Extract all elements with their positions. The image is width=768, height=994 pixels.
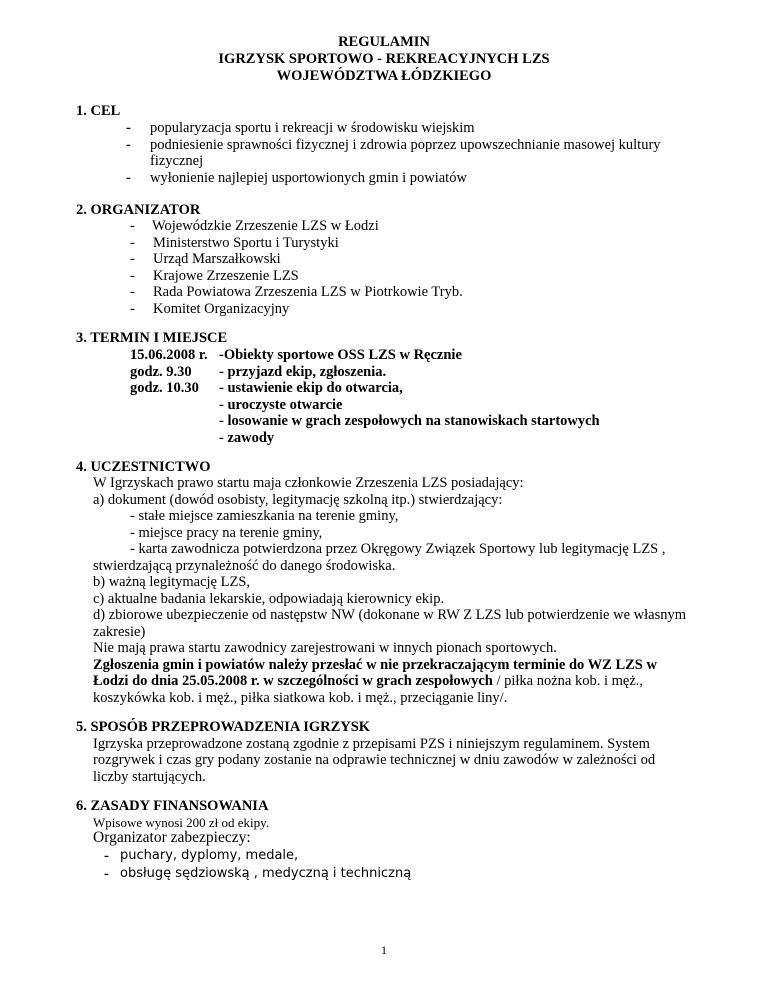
bullet-dash: - [104, 848, 109, 864]
entry-fee: Wpisowe wynosi 200 zł od ekipy. [93, 815, 270, 830]
cel-item-3: wyłonienie najlepiej usportowionych gmin i powiatów [150, 170, 467, 186]
organizer-item-6: Komitet Organizacyjny [153, 301, 290, 317]
schedule-item-4: - uroczyste otwarcie [219, 397, 343, 413]
participation-line-7: b) ważną legitymację LZS, [93, 574, 251, 590]
section-1-heading: 1. CEL [76, 103, 121, 119]
cel-item-2-cont: fizycznej [150, 153, 204, 169]
title-line-1: REGULAMIN [338, 34, 430, 50]
schedule-item-5: - losowanie w grach zespołowych na stanowiskach startowych [219, 413, 600, 429]
participation-line-11: Nie mają prawa startu zawodnicy zarejestrowani w innych pionach sportowych. [93, 640, 557, 656]
registration-deadline-bold: Łodzi do dnia 25.05.2008 r. w szczególności w grach zespołowych [93, 673, 493, 689]
time-label-1: godz. 9.30 [130, 364, 192, 380]
participation-line-2: a) dokument (dowód osobisty, legitymację szkolną itp.) stwierdzający: [93, 492, 503, 508]
participation-line-5: - karta zawodnicza potwierdzona przez Okręgowy Związek Sportowy lub legitymację LZS , [130, 541, 666, 557]
organizer-item-4: Krajowe Zrzeszenie LZS [153, 268, 299, 284]
section-6-heading: 6. ZASADY FINANSOWANIA [76, 798, 269, 814]
registration-disciplines-cont: koszykówka kob. i męż., piłka siatkowa kob. i męż., przeciąganie liny/. [93, 690, 508, 706]
bullet-dash: - [126, 170, 131, 186]
registration-deadline-line-1: Zgłoszenia gmin i powiatów należy przesłać w nie przekraczającym terminie do WZ LZS w [93, 657, 657, 673]
procedure-line-1: Igrzyska przeprowadzone zostaną zgodnie z przepisami PZS i niniejszym regulaminem. System [93, 736, 650, 752]
list-dash: - [130, 251, 135, 267]
section-4-heading: 4. UCZESTNICTWO [76, 459, 211, 475]
organizer-item-3: Urząd Marszałkowski [153, 251, 281, 267]
document-title [0, 34, 768, 85]
schedule-item-1: -Obiekty sportowe OSS LZS w Ręcznie [219, 347, 462, 363]
schedule-item-2: - przyjazd ekip, zgłoszenia. [219, 364, 387, 380]
section-5-heading: 5. SPOSÓB PRZEPROWADZENIA IGRZYSK [76, 719, 371, 735]
registration-disciplines: / piłka nożna kob. i męż., [492, 673, 644, 689]
section-2-heading: 2. ORGANIZATOR [76, 202, 201, 218]
funding-item-2: obsługę sędziowską , medyczną i techniczną [120, 866, 412, 881]
participation-line-4: - miejsce pracy na terenie gminy, [130, 525, 323, 541]
organizer-item-2: Ministerstwo Sportu i Turystyki [153, 235, 339, 251]
participation-line-6: stwierdzającą przynależność do danego środowiska. [93, 558, 396, 574]
registration-deadline-line-2 [93, 673, 643, 690]
schedule-item-3: - ustawienie ekip do otwarcia, [219, 380, 403, 396]
schedule-item-6: - zawody [219, 430, 275, 446]
time-label-2: godz. 10.30 [130, 380, 199, 396]
list-dash: - [130, 301, 135, 317]
organizer-provides: Organizator zabezpieczy: [93, 829, 251, 846]
bullet-dash: - [104, 866, 109, 882]
title-line-2: IGRZYSK SPORTOWO - REKREACYJNYCH LZS [218, 51, 550, 67]
title-line-3: WOJEWÓDZTWA ŁÓDZKIEGO [276, 68, 492, 84]
section-3-heading: 3. TERMIN I MIEJSCE [76, 330, 228, 346]
participation-line-8: c) aktualne badania lekarskie, odpowiadają kierownicy ekip. [93, 591, 445, 607]
participation-line-10: zakresie) [93, 624, 146, 640]
procedure-line-2: rozgrywek i czas gry podany zostanie na odprawie technicznej w dniu zawodów w zależności od [93, 752, 656, 768]
list-dash: - [130, 218, 135, 234]
date-label: 15.06.2008 r. [130, 347, 208, 363]
list-dash: - [130, 268, 135, 284]
participation-line-9: d) zbiorowe ubezpieczenie od następstw NW (dokonane w RW Z LZS lub potwierdzenie we własnym [93, 607, 686, 623]
bullet-dash: - [126, 137, 131, 153]
funding-item-1: puchary, dyplomy, medale, [120, 848, 299, 863]
cel-item-1: popularyzacja sportu i rekreacji w środowisku wiejskim [150, 120, 475, 136]
page-number: 1 [381, 943, 387, 957]
bullet-dash: - [126, 120, 131, 136]
participation-line-3: - stałe miejsce zamieszkania na terenie gminy, [130, 508, 399, 524]
participation-line-1: W Igrzyskach prawo startu maja członkowie Zrzeszenia LZS posiadający: [93, 475, 524, 491]
list-dash: - [130, 284, 135, 300]
list-dash: - [130, 235, 135, 251]
procedure-line-3: liczby startujących. [93, 769, 206, 785]
organizer-item-1: Wojewódzkie Zrzeszenie LZS w Łodzi [152, 218, 379, 234]
cel-item-2: podniesienie sprawności fizycznej i zdrowia poprzez upowszechnianie masowej kultury [150, 137, 661, 153]
organizer-item-5: Rada Powiatowa Zrzeszenia LZS w Piotrkowie Tryb. [153, 284, 463, 300]
